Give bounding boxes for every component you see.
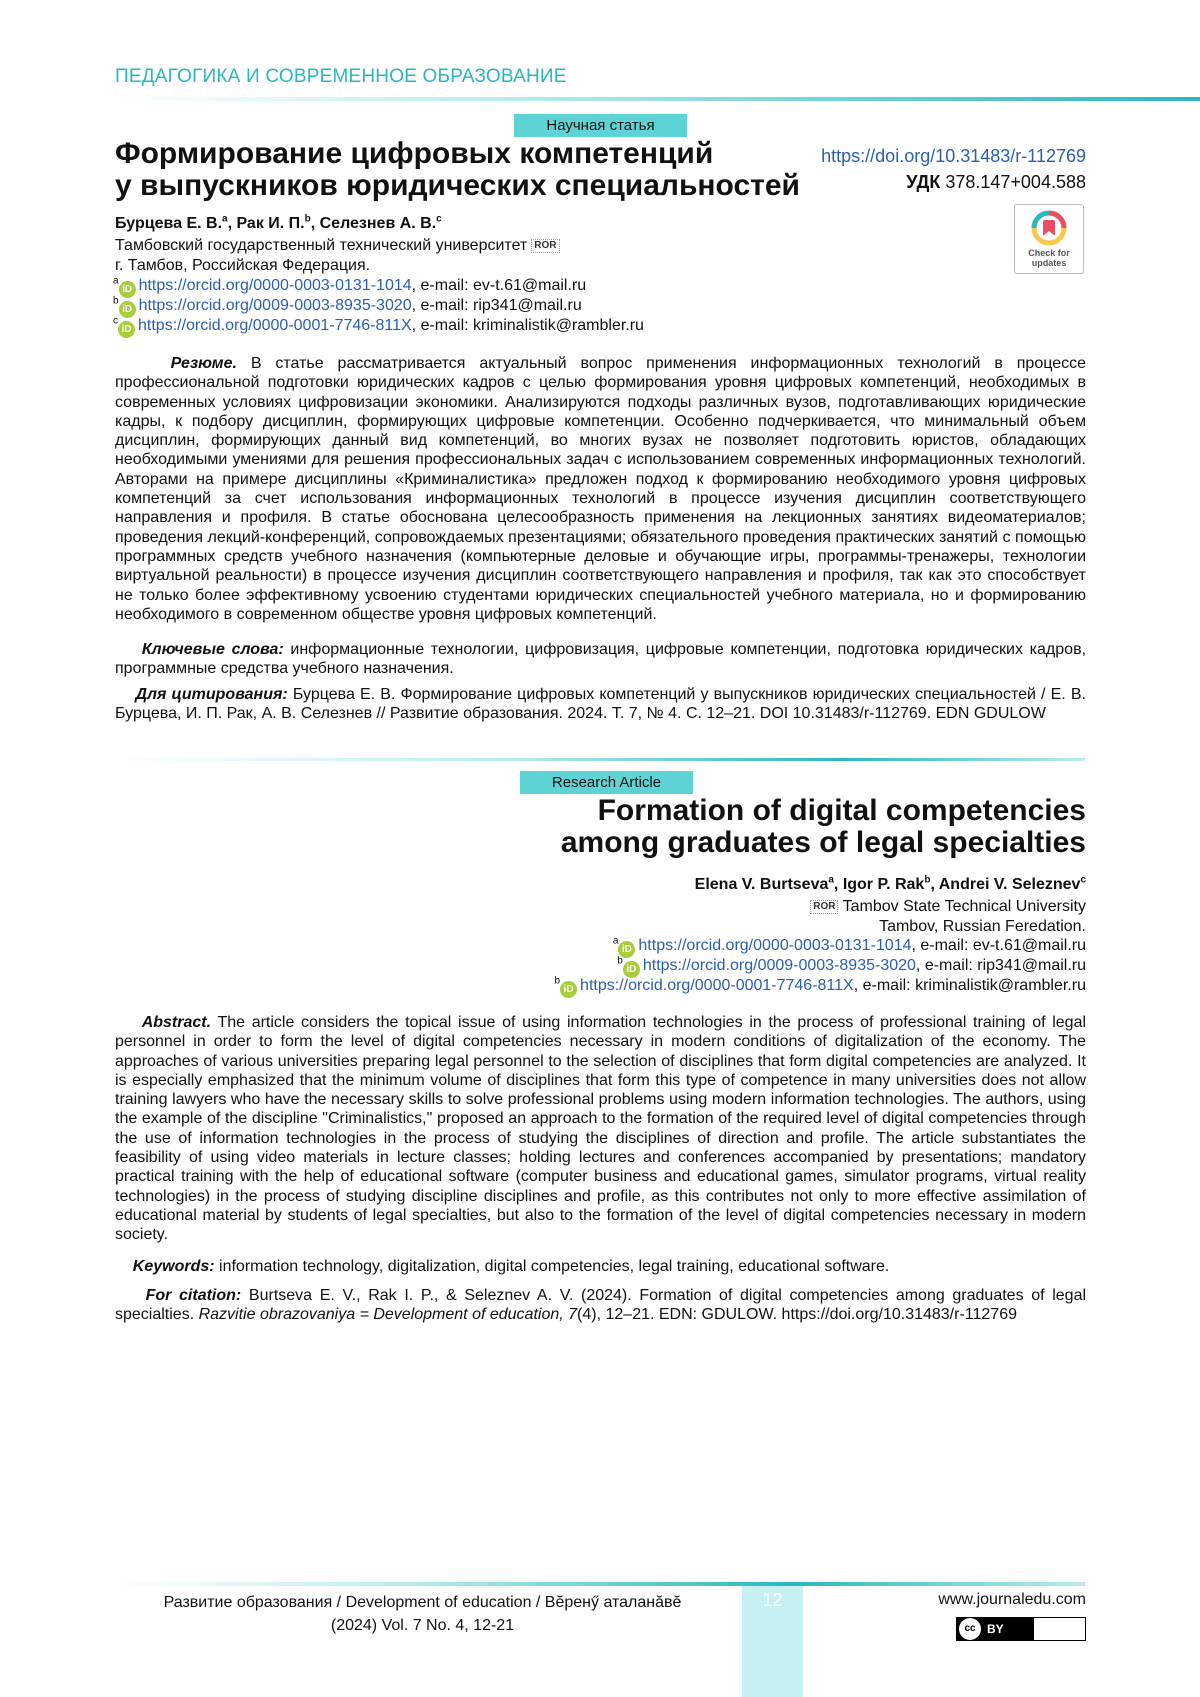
university-ru: Тамбовский государственный технический университет xyxy=(115,237,528,254)
citation-en xyxy=(115,1286,1086,1325)
by-label: BY xyxy=(987,1622,1004,1636)
title-ru-line2: у выпускников юридических специальностей xyxy=(115,169,800,202)
doi-link-ru[interactable]: https://doi.org/10.31483/r-112769 xyxy=(821,146,1086,166)
cc-icon: cc xyxy=(959,1618,981,1640)
orcid-link[interactable]: https://orcid.org/0000-0001-7746-811X xyxy=(138,317,412,334)
orcid-link[interactable]: https://orcid.org/0009-0003-8935-3020 xyxy=(138,297,412,314)
keywords-label-en: Keywords: xyxy=(132,1258,215,1275)
keywords-text-ru: информационные технологии, цифровизация, цифровые компетенции, подготовка юридических кадров, программные средства учебного назначения. xyxy=(115,641,1087,678)
ror-icon[interactable]: ROR xyxy=(810,900,838,914)
abstract-text-ru: В статье рассматривается актуальный вопрос применения информационных технологий в процессе профессиональной подготовки юридических кадров с целью формирования уровня цифровых компетенций, необходимых в современных условиях цифровизации экономики. Анализируются подходы различных вузов, подготавливающих юридические кадры, к подбору дисциплин, формирующих цифровые компетенции. Особенно подчеркивается, что минимальный объем дисциплин, формирующих данный вид компетенций, во многих вузах не позволяет подготовить юристов, обладающих необходимыми умениями для решения профессиональных задач с использованием современных информационных технологий. Авторами на примере дисциплины «Криминалистика» предложен подход к формированию необходимого уровня цифровых компетенций за счет использования информационных технологий в процессе изучения дисциплин соответствующего направления и профиля. В статье обоснована целесообразность применения на лекционных занятиях видеоматериалов; проведения лекций-конференций, сопровождаемых презентациями; обязательного проведения практических занятий с помощью программных средств учебного назначения (компьютерные деловые и обучающие игры, программы-тренажеры, технологии виртуальной реальности) в процессе изучения дисциплин соответствующего направления и профиля, так как это способствует не только более эффективному усвоению студентами юридических специальностей учебного материала, но и формированию необходимого в современном обществе уровня цифровых компетенций. xyxy=(115,355,1086,623)
author-email: , e-mail: ev-t.61@mail.ru xyxy=(411,277,587,294)
orcid-row: $^b$iD https://orcid.org/0000-0001-7746-811X, e-mail: kriminalistik@rambler.ru xyxy=(554,976,1086,996)
citation-text-en-part1: Burtseva E. V., Rak I. P., & Seleznev A. V. (2024). Formation of digital competencies among graduates of legal specialties. xyxy=(115,1287,1087,1324)
authors-ru: Бурцева Е. В.$^a$, Рак И. П.$^b$, Селезнев А. В.$^c$ xyxy=(115,213,442,232)
journal-website-link[interactable]: www.journaledu.com xyxy=(938,1591,1086,1608)
article-title-ru xyxy=(115,138,855,202)
keywords-text-en: information technology, digitalization, digital competencies, legal training, educational software. xyxy=(219,1258,890,1275)
affiliation-ru xyxy=(115,236,560,276)
orcid-link[interactable]: https://orcid.org/0000-0003-0131-1014 xyxy=(138,277,412,294)
affiliation-en xyxy=(806,897,1086,937)
ror-icon[interactable]: ROR xyxy=(531,239,559,253)
cc-by-license-icon[interactable] xyxy=(956,1617,1086,1641)
footer-divider xyxy=(115,1582,1085,1586)
author-email: , e-mail: rip341@mail.ru xyxy=(915,957,1086,974)
orcid-row: $^b$iD https://orcid.org/0009-0003-8935-3020, e-mail: rip341@mail.ru xyxy=(113,296,644,316)
section-title: ПЕДАГОГИКА И СОВРЕМЕННОЕ ОБРАЗОВАНИЕ xyxy=(115,66,567,87)
journal-name: Развитие образования / Development of education / Вĕренӳ аталанăвĕ xyxy=(163,1594,682,1611)
orcid-link[interactable]: https://orcid.org/0000-0001-7746-811X xyxy=(580,977,854,994)
title-en-line2: among graduates of legal specialties xyxy=(560,826,1086,859)
orcid-list-ru xyxy=(113,276,644,336)
citation-ru xyxy=(115,685,1086,724)
city-ru: г. Тамбов, Российская Федерация. xyxy=(115,257,371,274)
udk-code xyxy=(906,172,1086,193)
author-name: Бурцева Е. В. xyxy=(115,215,223,232)
orcid-row: $^a$iD https://orcid.org/0000-0003-0131-1014, e-mail: ev-t.61@mail.ru xyxy=(554,936,1086,956)
orcid-row: $^c$iD https://orcid.org/0000-0001-7746-811X, e-mail: kriminalistik@rambler.ru xyxy=(113,316,644,336)
title-ru-line1: Формирование цифровых компетенций xyxy=(115,137,714,170)
udk-value: 378.147+004.588 xyxy=(945,172,1086,192)
keywords-en xyxy=(115,1257,1086,1276)
abstract-en xyxy=(115,1013,1086,1245)
orcid-icon[interactable]: iD xyxy=(560,981,577,998)
header-divider xyxy=(115,97,1200,101)
check-updates-label: Check for updates xyxy=(1028,248,1070,268)
authors-en: Elena V. Burtseva$^a$, Igor P. Rak$^b$, Andrei V. Seleznev$^c$ xyxy=(694,874,1086,893)
abstract-text-en: The article considers the topical issue of using information technologies in the process of professional training of legal personnel in order to form the level of digital competencies necessary in modern conditions of digitalization of the economy. The approaches of various universities preparing legal personnel to the selection of disciplines that form digital competencies are analyzed. It is especially emphasized that the minimum volume of disciplines that form this type of competence in many universities does not allow training lawyers who have the necessary skills to solve professional problems using modern information technologies. The authors, using the example of the discipline "Criminalistics," proposed an approach to the formation of the required level of digital competencies through the use of information technologies in the process of studying the disciplines of direction and profile. The article substantiates the feasibility of using video materials in lecture classes; holding lectures and conferences accompanied by presentations; mandatory practical training with the help of educational software (computer business and educational games, simulator programs, virtual reality technologies) in the process of studying discipline disciplines and profile, as this contributes not only to more effective assimilation of educational material by students of legal specialties, but also to the formation of the level of digital competencies necessary in modern society. xyxy=(115,1014,1087,1244)
author-name: Andrei V. Seleznev xyxy=(938,876,1081,893)
article-type-badge-ru: Научная статья xyxy=(514,114,687,137)
abstract-label-ru: Резюме. xyxy=(170,355,237,372)
city-en: Tambov, Russian Feredation. xyxy=(879,918,1086,935)
keywords-label-ru: Ключевые слова: xyxy=(141,641,284,658)
author-name: Селезнев А. В. xyxy=(319,215,437,232)
author-email: , e-mail: kriminalistik@rambler.ru xyxy=(853,977,1086,994)
check-for-updates-button[interactable] xyxy=(1014,204,1084,274)
author-email: , e-mail: rip341@mail.ru xyxy=(411,297,582,314)
citation-label-en: For citation: xyxy=(145,1287,242,1304)
udk-label: УДК xyxy=(906,172,941,192)
article-title-en xyxy=(286,795,1086,859)
abstract-ru xyxy=(115,354,1086,624)
journal-info xyxy=(115,1591,730,1637)
check-updates-icon xyxy=(1031,210,1067,246)
citation-text-ru: Бурцева Е. В. Формирование цифровых компетенций у выпускников юридических специальностей / Е. В. Бурцева, И. П. Рак, А. В. Селезнев // Развитие образования. 2024. Т. 7, № 4. С. 12–21. DOI 10.31483/r-112769. EDN GDULOW xyxy=(115,686,1086,723)
orcid-icon[interactable]: iD xyxy=(118,321,135,338)
author-name: Elena V. Burtseva xyxy=(694,876,829,893)
orcid-link[interactable]: https://orcid.org/0009-0003-8935-3020 xyxy=(642,957,916,974)
abstract-label-en: Abstract. xyxy=(141,1014,212,1031)
page-number: 12 xyxy=(762,1590,783,1610)
orcid-row: $^a$iD https://orcid.org/0000-0003-0131-1014, e-mail: ev-t.61@mail.ru xyxy=(113,276,644,296)
orcid-list-en xyxy=(554,936,1086,996)
article-type-badge-en: Research Article xyxy=(520,771,693,794)
orcid-icon[interactable]: iD xyxy=(623,961,640,978)
citation-label-ru: Для цитирования: xyxy=(135,686,288,703)
orcid-icon[interactable]: iD xyxy=(119,301,136,318)
author-name: Igor P. Rak xyxy=(842,876,925,893)
journal-issue: (2024) Vol. 7 No. 4, 12-21 xyxy=(330,1617,515,1634)
orcid-link[interactable]: https://orcid.org/0000-0003-0131-1014 xyxy=(638,937,912,954)
license-strip xyxy=(1034,1618,1085,1640)
keywords-ru xyxy=(115,640,1086,679)
university-en: Tambov State Technical University xyxy=(842,898,1086,915)
orcid-icon[interactable]: iD xyxy=(618,941,635,958)
author-email: , e-mail: ev-t.61@mail.ru xyxy=(911,937,1086,954)
author-email: , e-mail: kriminalistik@rambler.ru xyxy=(411,317,644,334)
orcid-row: $^b$iD https://orcid.org/0009-0003-8935-3020, e-mail: rip341@mail.ru xyxy=(554,956,1086,976)
citation-journal-en: Razvitie obrazovaniya = Development of education, 7 xyxy=(198,1306,578,1324)
author-name: Рак И. П. xyxy=(236,215,305,232)
citation-text-en-part2: (4), 12–21. EDN: GDULOW. https://doi.org/10.31483/r-112769 xyxy=(577,1306,1017,1324)
title-en-line1: Formation of digital competencies xyxy=(597,794,1086,827)
orcid-icon[interactable]: iD xyxy=(119,281,136,298)
section-divider xyxy=(115,758,1085,761)
